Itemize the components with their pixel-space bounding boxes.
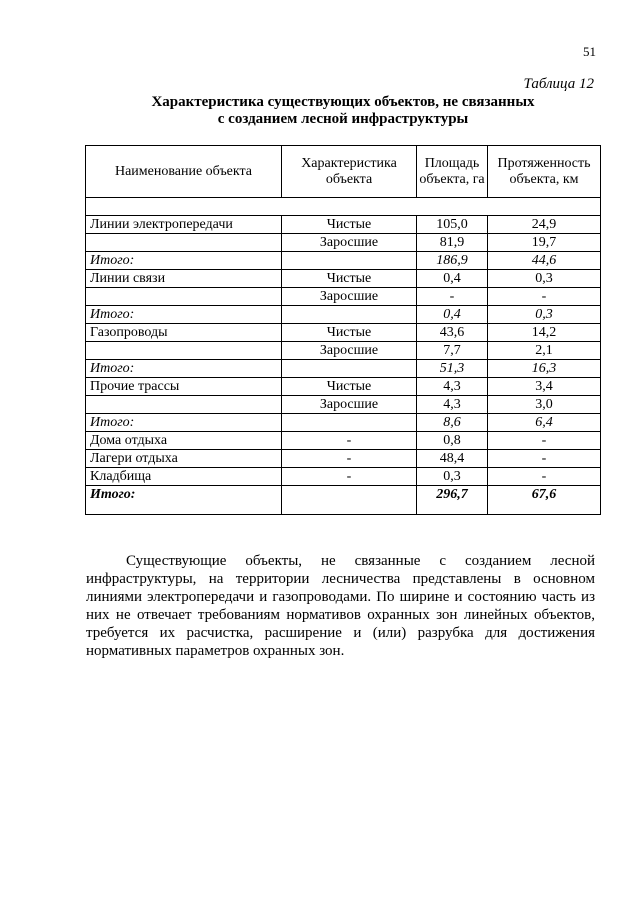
table-row xyxy=(86,396,601,414)
cell-area: 8,6 xyxy=(417,414,488,432)
cell-area: 0,3 xyxy=(417,468,488,486)
table-row xyxy=(86,216,601,234)
subtotal-row xyxy=(86,414,601,432)
table-title-line-2: с созданием лесной инфраструктуры xyxy=(217,111,469,127)
cell-characteristic: - xyxy=(282,432,417,450)
cell-name: Кладбища xyxy=(86,468,282,486)
cell-length: 24,9 xyxy=(488,216,601,234)
cell-name: Итого: xyxy=(86,414,282,432)
cell-length: 0,3 xyxy=(488,270,601,288)
cell-length: 67,6 xyxy=(488,486,601,515)
cell-name: Итого: xyxy=(86,252,282,270)
table-row xyxy=(86,468,601,486)
cell-area: 43,6 xyxy=(417,324,488,342)
cell-area: 81,9 xyxy=(417,234,488,252)
cell-length: - xyxy=(488,468,601,486)
header-area: Площадь объекта, га xyxy=(417,146,488,198)
cell-area: 7,7 xyxy=(417,342,488,360)
cell-characteristic xyxy=(282,360,417,378)
cell-area: 0,8 xyxy=(417,432,488,450)
cell-length: 3,0 xyxy=(488,396,601,414)
table-row xyxy=(86,288,601,306)
cell-characteristic: Чистые xyxy=(282,324,417,342)
cell-characteristic: - xyxy=(282,468,417,486)
cell-name: Прочие трассы xyxy=(86,378,282,396)
cell-name: Лагери отдыха xyxy=(86,450,282,468)
table-label: Таблица 12 xyxy=(523,76,594,92)
cell-characteristic: Заросшие xyxy=(282,396,417,414)
cell-name: Итого: xyxy=(86,360,282,378)
table-row xyxy=(86,378,601,396)
cell-name: Линии электропередачи xyxy=(86,216,282,234)
header-length: Протяженность объекта, км xyxy=(488,146,601,198)
table-title xyxy=(86,94,600,128)
cell-length: - xyxy=(488,432,601,450)
cell-name: Линии связи xyxy=(86,270,282,288)
header-characteristic: Характеристика объекта xyxy=(282,146,417,198)
cell-area: 296,7 xyxy=(417,486,488,515)
cell-area: - xyxy=(417,288,488,306)
cell-length: 16,3 xyxy=(488,360,601,378)
cell-length: 6,4 xyxy=(488,414,601,432)
subtotal-row xyxy=(86,306,601,324)
cell-characteristic: Чистые xyxy=(282,378,417,396)
cell-name: Итого: xyxy=(86,486,282,515)
cell-area: 51,3 xyxy=(417,360,488,378)
cell-name xyxy=(86,234,282,252)
cell-characteristic: Заросшие xyxy=(282,234,417,252)
cell-characteristic: Чистые xyxy=(282,270,417,288)
table-row xyxy=(86,432,601,450)
table-title-line-1: Характеристика существующих объектов, не связанных xyxy=(151,94,535,110)
cell-name xyxy=(86,288,282,306)
table-body xyxy=(86,198,601,515)
subtotal-row xyxy=(86,252,601,270)
cell-area: 4,3 xyxy=(417,396,488,414)
cell-area: 105,0 xyxy=(417,216,488,234)
subtotal-row xyxy=(86,360,601,378)
cell-characteristic xyxy=(282,414,417,432)
table-row xyxy=(86,450,601,468)
grand-total-row xyxy=(86,486,601,515)
cell-length: - xyxy=(488,288,601,306)
table-row xyxy=(86,234,601,252)
cell-characteristic: Заросшие xyxy=(282,342,417,360)
cell-area: 0,4 xyxy=(417,270,488,288)
cell-length: 14,2 xyxy=(488,324,601,342)
cell-characteristic xyxy=(282,486,417,515)
body-paragraph xyxy=(86,552,595,660)
cell-length: 44,6 xyxy=(488,252,601,270)
body-paragraph-text: Существующие объекты, не связанные с созданием лесной инфраструктуры, на территории лесничества представлены в основном линиями электропередачи и газопроводами. По ширине и состоянию часть из них не отвечает требованиям нормативов охранных зон линейных объектов, требуется их расчистка, расширение и (или) разрубка для достижения нормативных параметров охранных зон. xyxy=(86,553,595,659)
cell-length: 3,4 xyxy=(488,378,601,396)
cell-characteristic xyxy=(282,306,417,324)
cell-characteristic: - xyxy=(282,450,417,468)
cell-name xyxy=(86,342,282,360)
cell-length: 2,1 xyxy=(488,342,601,360)
header-name: Наименование объекта xyxy=(86,146,282,198)
cell-name: Итого: xyxy=(86,306,282,324)
cell-length: 0,3 xyxy=(488,306,601,324)
table-row xyxy=(86,270,601,288)
table-row xyxy=(86,324,601,342)
cell-area: 4,3 xyxy=(417,378,488,396)
table-row xyxy=(86,342,601,360)
cell-name: Газопроводы xyxy=(86,324,282,342)
cell-area: 186,9 xyxy=(417,252,488,270)
table-header-row xyxy=(86,146,601,198)
spacer-row xyxy=(86,198,601,216)
objects-table xyxy=(85,145,601,515)
cell-length: 19,7 xyxy=(488,234,601,252)
cell-name: Дома отдыха xyxy=(86,432,282,450)
cell-length: - xyxy=(488,450,601,468)
cell-area: 48,4 xyxy=(417,450,488,468)
cell-name xyxy=(86,396,282,414)
cell-characteristic xyxy=(282,252,417,270)
cell-characteristic: Чистые xyxy=(282,216,417,234)
cell-characteristic: Заросшие xyxy=(282,288,417,306)
page-number: 51 xyxy=(583,44,596,59)
cell-area: 0,4 xyxy=(417,306,488,324)
